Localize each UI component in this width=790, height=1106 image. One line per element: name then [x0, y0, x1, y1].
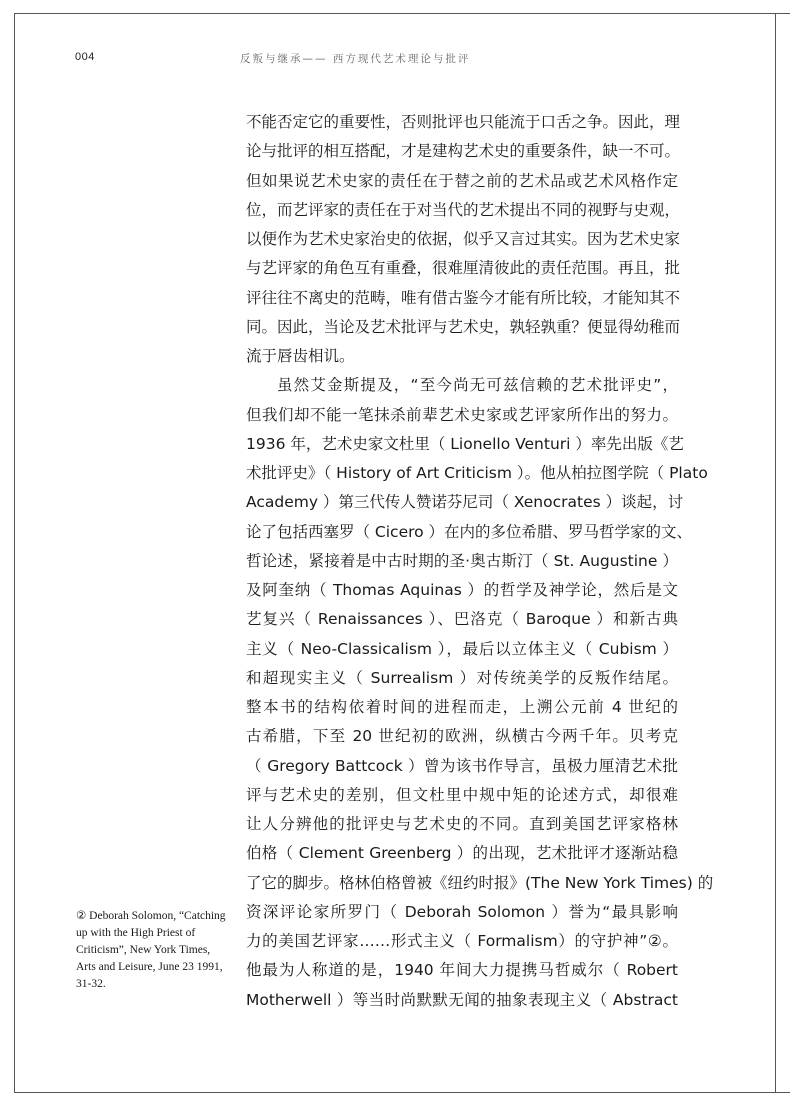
- page-border-left: [14, 13, 15, 1093]
- body-line: 评与艺术史的差别，但文杜里中规中矩的论述方式，却很难: [246, 785, 678, 804]
- body-line: 不能否定它的重要性，否则批评也只能流于口舌之争。因此，理: [246, 113, 681, 131]
- body-line: 但我们却不能一笔抹杀前辈艺术史家或艺评家所作出的努力。: [246, 405, 678, 424]
- body-line: 1936 年，艺术史家文杜里（ Lionello Venturi ）率先出版《艺: [246, 434, 684, 453]
- body-line: 伯格（ Clement Greenberg ）的出现，艺术批评才逐渐站稳: [246, 844, 678, 863]
- footnote: ② Deborah Solomon, “Catching up with the High Priest of Criticism”, New York Times, Arts and Leisure, June 23 1991, 31-32.: [76, 910, 226, 990]
- body-line: 同。因此，当论及艺术批评与艺术史，孰轻孰重？便显得幼稚而: [246, 317, 681, 336]
- body-line: 流于唇齿相讥。: [246, 347, 355, 365]
- body-line: 力的美国艺评家……形式主义（ Formalism）的守护神”②。: [246, 932, 678, 950]
- body-line: 以便作为艺术史家治史的依据，似乎又言过其实。因为艺术史家: [246, 230, 681, 248]
- body-line: Academy ）第三代传人赞诺芬尼司（ Xenocrates ）谈起，讨: [246, 493, 684, 512]
- body-line: 论了包括西塞罗（ Cicero ）在内的多位希腊、罗马哲学家的文、: [246, 522, 693, 541]
- body-text: [246, 108, 714, 1015]
- body-line: 整本书的结构依着时间的进程而走，上溯公元前 4 世纪的: [246, 698, 678, 716]
- paragraph-start-line: 虽然艾金斯提及，“至今尚无可兹信赖的艺术批评史”，: [277, 376, 678, 395]
- body-line: 和超现实主义（ Surrealism ）对传统美学的反叛作结尾。: [246, 668, 678, 687]
- body-line: 位，而艺评家的责任在于对当代的艺术提出不同的视野与史观，: [246, 200, 681, 219]
- body-line: 评往往不离史的范畴，唯有借古鉴今才能有所比较，才能知其不: [246, 288, 681, 307]
- page-border-bottom: [14, 1092, 790, 1093]
- body-line: 术批评史》（ History of Art Criticism ）。他从柏拉图学院（ Plato: [246, 464, 708, 482]
- body-line: （ Gregory Battcock ）曾为该书作导言，虽极力厘清艺术批: [246, 756, 678, 775]
- running-header: 反叛与继承—— 西方现代艺术理论与批评: [240, 53, 471, 65]
- body-line: Motherwell ）等当时尚默默无闻的抽象表现主义（ Abstract: [246, 990, 678, 1009]
- body-line: 论与批评的相互搭配，才是建构艺术史的重要条件，缺一不可。: [246, 142, 681, 161]
- body-line: 主义（ Neo-Classicalism ），最后以立体主义（ Cubism ）: [246, 639, 678, 658]
- body-line: 哲论述，紧接着是中古时期的圣·奥古斯汀（ St. Augustine ）: [246, 551, 678, 570]
- body-line: 他最为人称道的是，1940 年间大力提携马哲威尔（ Robert: [246, 961, 678, 980]
- body-line: 古希腊，下至 20 世纪初的欧洲，纵横古今两千年。贝考克: [246, 727, 678, 746]
- page-number: 004: [75, 51, 95, 63]
- body-line: 及阿奎纳（ Thomas Aquinas ）的哲学及神学论，然后是文: [246, 581, 678, 599]
- body-line: 但如果说艺术史家的责任在于替之前的艺术品或艺术风格作定: [246, 171, 678, 190]
- body-line: 让人分辨他的批评史与艺术史的不同。直到美国艺评家格林: [246, 815, 678, 833]
- body-line: 资深评论家所罗门（ Deborah Solomon ）誉为“最具影响: [246, 902, 678, 921]
- body-line: 艺复兴（ Renaissances ）、巴洛克（ Baroque ）和新古典: [246, 610, 678, 629]
- page-border-right: [775, 13, 776, 1093]
- page-border-top: [14, 13, 790, 14]
- body-line: 与艺评家的角色互有重叠，很难厘清彼此的责任范围。再且，批: [246, 259, 681, 278]
- body-line: 了它的脚步。格林伯格曾被《纽约时报》(The New York Times) 的: [246, 873, 714, 892]
